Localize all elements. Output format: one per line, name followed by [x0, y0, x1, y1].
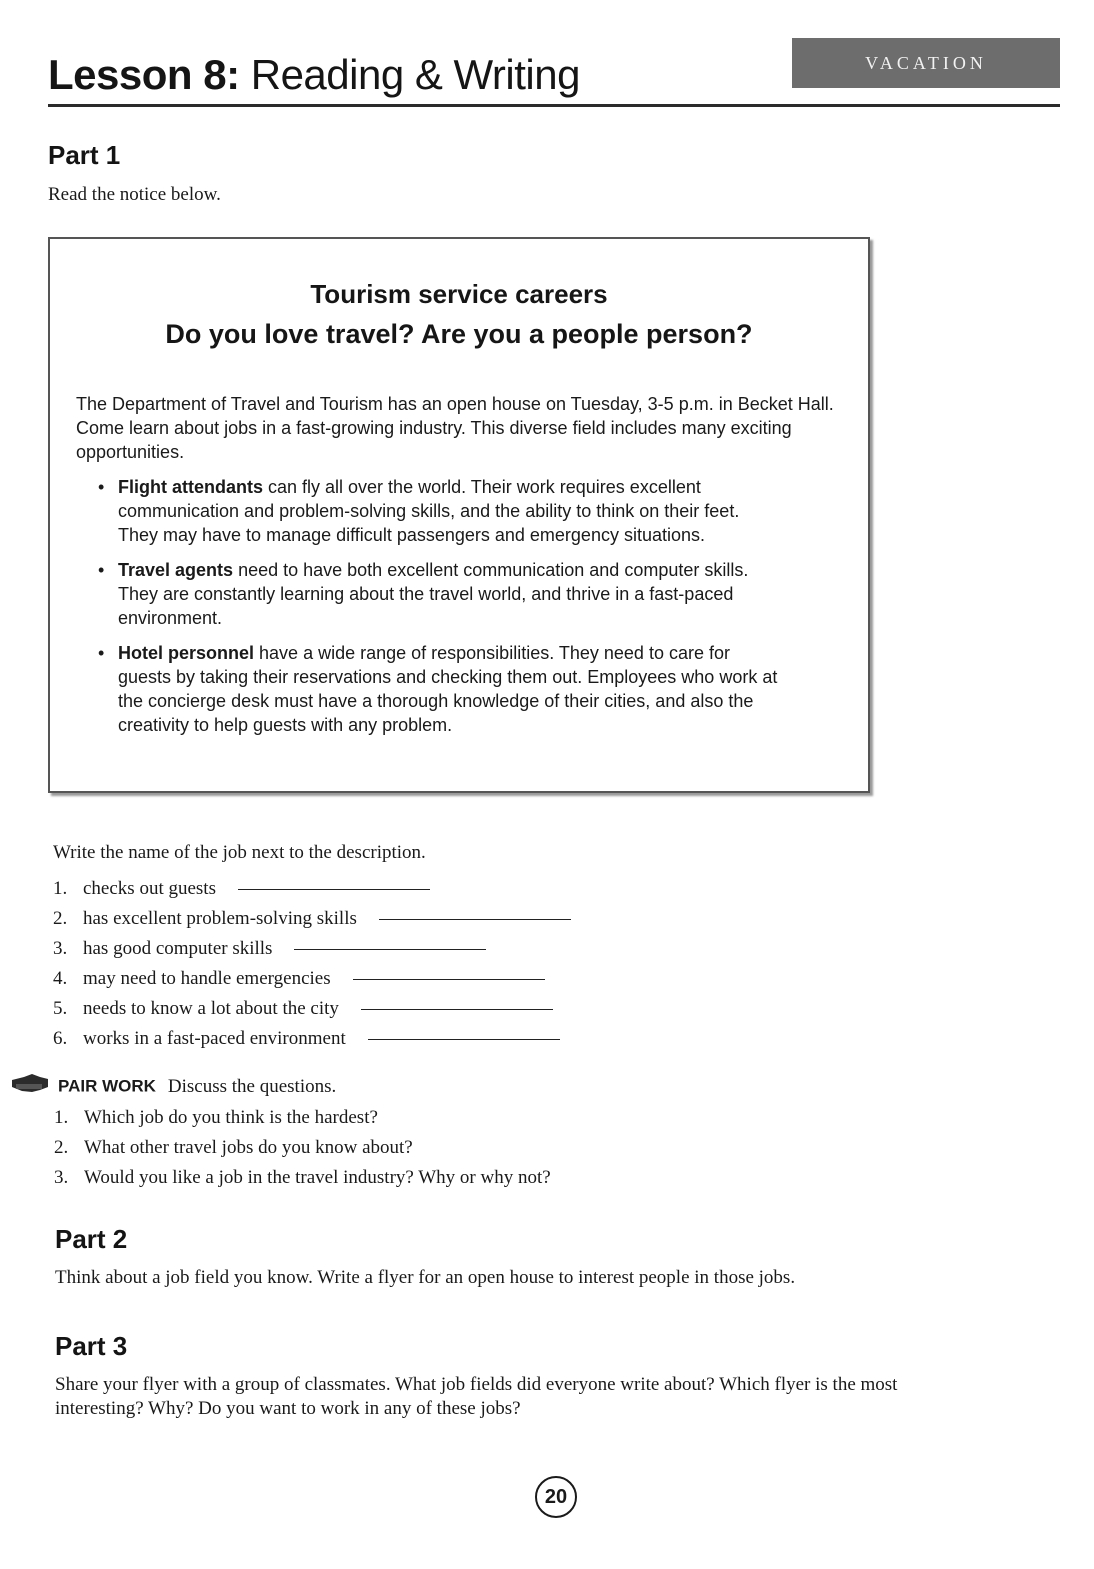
part3-instruction: Share your flyer with a group of classmates. What job fields did everyone write about? Which flyer is the most interesting? Why? Do you want to work in any of these jobs? — [55, 1374, 898, 1419]
item-number: 2. — [53, 908, 68, 929]
question-text: Which job do you think is the hardest? — [84, 1107, 378, 1128]
answer-blank[interactable] — [368, 1039, 560, 1040]
part2-instruction: Think about a job field you know. Write a flyer for an open house to interest people in those jobs. — [55, 1267, 796, 1288]
lesson-title — [48, 50, 580, 100]
answer-blank[interactable] — [238, 889, 430, 890]
item-text: may need to handle emergencies — [83, 968, 331, 989]
pair-work-row — [10, 1071, 336, 1099]
item-number: 2. — [54, 1137, 69, 1158]
item-text: checks out guests — [83, 878, 216, 899]
unit-banner: VACATION — [792, 38, 1060, 88]
matching-item — [53, 1024, 571, 1054]
lesson-label: Lesson 8: — [48, 51, 240, 98]
notice-box — [48, 237, 870, 793]
answer-blank[interactable] — [379, 919, 571, 920]
pair-work-icon — [10, 1071, 50, 1102]
job-description: have a wide range of responsibilities. They need to care for guests by taking their reservations and checking them out. Employees who work at the concierge desk must have a thorough knowledge of their cities, and also the creativity to help guests with any problem. — [118, 643, 778, 735]
notice-bullet — [98, 558, 778, 630]
part1-heading: Part 1 — [48, 140, 121, 170]
item-number: 6. — [53, 1028, 68, 1049]
item-number: 5. — [53, 998, 68, 1019]
item-text: needs to know a lot about the city — [83, 998, 339, 1019]
item-number: 1. — [53, 878, 68, 899]
job-description: can fly all over the world. Their work requires excellent communication and problem-solving skills, and the ability to think on their feet. They may have to manage difficult passengers and emergency situations. — [118, 477, 740, 545]
item-text: works in a fast-paced environment — [83, 1028, 346, 1049]
header-divider — [48, 104, 1060, 107]
matching-list — [53, 874, 571, 1054]
lesson-name: Reading & Writing — [250, 51, 580, 98]
pair-work-instruction: Discuss the questions. — [167, 1075, 337, 1097]
job-name: Flight attendants — [118, 477, 263, 497]
notice-subtitle: Do you love travel? Are you a people person? — [165, 319, 753, 349]
bullet-icon: • — [98, 477, 105, 497]
notice-bullet — [98, 641, 778, 737]
question-item — [54, 1163, 551, 1193]
matching-instruction: Write the name of the job next to the description. — [53, 842, 426, 863]
matching-item — [53, 964, 571, 994]
answer-blank[interactable] — [361, 1009, 553, 1010]
item-number: 3. — [53, 938, 68, 959]
item-text: has good computer skills — [83, 938, 273, 959]
notice-title: Tourism service careers — [310, 279, 608, 309]
question-item — [54, 1133, 551, 1163]
pair-work-questions — [54, 1103, 551, 1193]
question-text: Would you like a job in the travel industry? Why or why not? — [84, 1167, 551, 1188]
matching-item — [53, 904, 571, 934]
question-text: What other travel jobs do you know about? — [84, 1137, 413, 1158]
page-header — [48, 38, 1060, 108]
job-name: Travel agents — [118, 560, 234, 580]
item-text: has excellent problem-solving skills — [83, 908, 357, 929]
job-name: Hotel personnel — [118, 643, 255, 663]
job-description: need to have both excellent communication and computer skills. They are constantly learning about the travel world, and thrive in a fast-paced environment. — [118, 560, 749, 628]
item-number: 1. — [54, 1107, 69, 1128]
answer-blank[interactable] — [294, 949, 486, 950]
item-number: 4. — [53, 968, 68, 989]
matching-item — [53, 934, 571, 964]
answer-blank[interactable] — [353, 979, 545, 980]
matching-item — [53, 874, 571, 904]
pair-work-label: PAIR WORK — [58, 1076, 156, 1096]
bullet-icon: • — [98, 643, 105, 663]
part3-heading: Part 3 — [55, 1331, 128, 1361]
question-item — [54, 1103, 551, 1133]
part1-instruction: Read the notice below. — [48, 184, 221, 205]
part2-heading: Part 2 — [55, 1224, 128, 1254]
notice-intro: The Department of Travel and Tourism has an open house on Tuesday, 3-5 p.m. in Becket Hall. Come learn about jobs in a fast-growing industry. This diverse field includes many exciting opportunities. — [76, 394, 834, 462]
page-number: 20 — [535, 1476, 577, 1518]
matching-item — [53, 994, 571, 1024]
bullet-icon: • — [98, 560, 105, 580]
notice-bullet-list — [98, 475, 778, 748]
notice-bullet — [98, 475, 778, 547]
item-number: 3. — [54, 1167, 69, 1188]
